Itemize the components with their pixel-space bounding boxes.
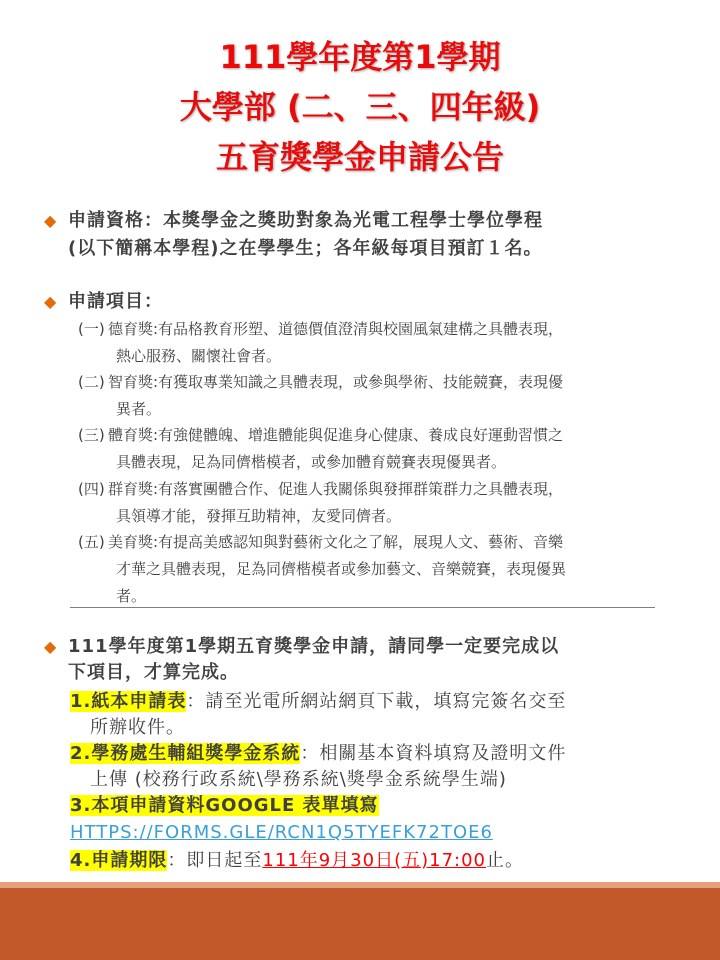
item-text: 美育獎:有提高美感認知與對藝術文化之了解，展現人文、藝術、音樂 xyxy=(108,533,564,551)
eligibility-text-1: 申請資格：本獎學金之獎助對象為光電工程學士學位學程 xyxy=(68,210,543,231)
item-text-cont: 具體表現，足為同儕楷模者，或參加體育競賽表現優異者。 xyxy=(116,453,507,471)
diamond-bullet-icon: ◆ xyxy=(44,637,58,656)
item-text: 體育獎:有強健體魄、增進體能與促進身心健康、養成良好運動習慣之 xyxy=(108,426,564,444)
eligibility-section xyxy=(44,206,684,236)
step-1-text: ：請至光電所網站網頁下載，填寫完簽名交至 xyxy=(186,691,567,712)
step-2-text: ：相關基本資料填寫及證明文件 xyxy=(300,743,567,764)
item-text: 智育獎:有獲取專業知識之具體表現，或參與學術、技能競賽，表現優 xyxy=(108,373,564,391)
step-1-label: 1.紙本申請表 xyxy=(70,691,187,712)
item-number: (三) xyxy=(78,426,105,444)
requirements-intro-2: 下項目，才算完成。 xyxy=(68,662,239,683)
list-item xyxy=(78,316,690,370)
eligibility-text-2: (以下簡稱本學程)之在學學生；各年級每項目預訂１名。 xyxy=(68,238,543,259)
diamond-bullet-icon: ◆ xyxy=(44,211,58,230)
title-line-3: 五育獎學金申請公告 xyxy=(215,138,504,176)
footer-bar xyxy=(0,888,720,960)
item-number: (一) xyxy=(78,320,105,338)
step-2 xyxy=(70,741,700,767)
divider xyxy=(70,607,655,608)
step-4-label: 4.申請期限 xyxy=(70,850,168,871)
step-1 xyxy=(70,689,700,715)
google-form-link[interactable]: HTTPS://FORMS.GLE/RCN1Q5TYEFK72TOE6 xyxy=(70,822,493,843)
list-item xyxy=(78,369,690,423)
step-4-text-1: ：即日起至 xyxy=(167,850,263,871)
items-heading xyxy=(44,287,163,317)
step-2-text-cont: 上傳 (校務行政系統\學務系統\獎學金系統學生端) xyxy=(90,769,507,790)
item-text-cont: 具領導才能，發揮互助精神，友愛同儕者。 xyxy=(116,507,402,525)
step-3-link-row xyxy=(70,820,493,846)
list-item xyxy=(78,422,690,476)
item-text-cont: 才華之具體表現，足為同儕楷模者或參加藝文、音樂競賽，表現優異 xyxy=(116,560,567,578)
step-4-text-2: 止。 xyxy=(486,850,525,871)
item-text: 德育獎:有品格教育形塑、道德價值澄清與校園風氣建構之具體表現， xyxy=(108,320,564,338)
diamond-bullet-icon: ◆ xyxy=(44,292,58,311)
item-text: 群育獎:有落實團體合作、促進人我關係與發揮群策群力之具體表現， xyxy=(108,480,564,498)
step-4 xyxy=(70,848,700,874)
item-text-cont: 者。 xyxy=(116,587,147,605)
list-item xyxy=(78,529,690,610)
item-number: (四) xyxy=(78,480,105,498)
deadline: 111年9月30日(五)17:00 xyxy=(262,850,487,871)
items-heading-text: 申請項目： xyxy=(68,291,163,312)
item-number: (五) xyxy=(78,533,105,551)
item-text-cont: 熱心服務、關懷社會者。 xyxy=(116,347,282,365)
title-line-2: 大學部 (二、三、四年級) xyxy=(179,88,541,126)
step-3 xyxy=(70,793,379,819)
step-2-label: 2.學務處生輔組獎學金系統 xyxy=(70,743,301,764)
requirements-intro-1: 111學年度第1學期五育獎學金申請，請同學一定要完成以 xyxy=(68,636,560,657)
step-1-text-cont: 所辦收件。 xyxy=(90,717,185,738)
title-line-1: 111學年度第1學期 xyxy=(219,38,501,76)
step-3-label: 3.本項申請資料GOOGLE 表單填寫 xyxy=(70,795,379,816)
item-text-cont: 異者。 xyxy=(116,400,162,418)
item-number: (二) xyxy=(78,373,105,391)
list-item xyxy=(78,476,690,530)
